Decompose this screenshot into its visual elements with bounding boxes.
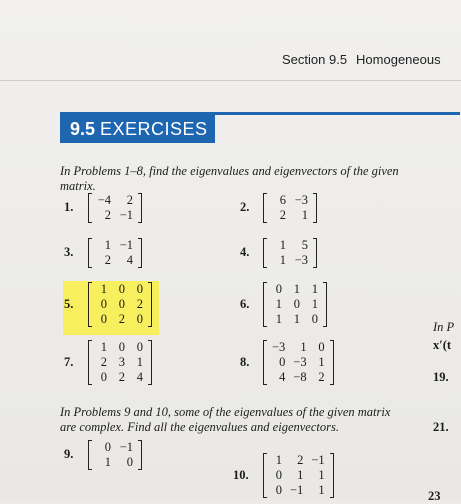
bracket-corner [138,469,141,470]
matrix-entry: −1 [290,483,304,497]
bracket-corner [89,469,92,470]
matrix-entry: 2 [118,370,125,384]
matrix-entry: 2 [318,370,325,384]
matrix-entry: 4 [279,370,286,384]
matrix-entry: 1 [300,340,307,354]
bracket-corner [330,384,333,385]
matrix-row [268,238,312,253]
running-header [282,52,450,67]
fragment-in-p: In P [433,320,455,334]
matrix-entry: 1 [275,297,282,311]
matrix-table [93,282,147,327]
problem-2-matrix [263,193,317,223]
matrix-entry: 1 [279,253,286,267]
matrix-entry: 0 [126,455,133,469]
matrix-entry: −3 [294,253,308,267]
matrix-row [268,483,329,498]
matrix-row [93,355,147,370]
matrix-table [93,238,137,268]
matrix-table [93,193,137,223]
matrix-entry: 0 [275,483,282,497]
section-heading [60,115,215,143]
matrix-entry: 1 [136,355,143,369]
matrix-entry: 0 [318,340,325,354]
problem-9-matrix [88,440,142,470]
bracket-corner [89,238,92,239]
matrix-entry: 0 [136,340,143,354]
fragment-problem-21: 21. [433,420,449,434]
matrix-entry: −8 [293,370,307,384]
bracket-corner [264,193,267,194]
matrix-entry: −3 [294,193,308,207]
matrix-entry: 2 [136,297,143,311]
matrix-row [93,370,147,385]
bracket-corner [148,326,151,327]
matrix-entry: 2 [118,312,125,326]
matrix-row [268,340,329,355]
header-rule [0,80,461,81]
problem-6-matrix [263,282,327,327]
header-title: Homogeneous [356,52,441,67]
matrix-entry: −3 [293,355,307,369]
fragment-x-prime: x′(t [433,338,452,352]
matrix-entry: 2 [126,193,133,207]
matrix-table [268,340,329,385]
bracket-corner [138,440,141,441]
matrix-entry: 6 [279,193,286,207]
matrix-entry: 1 [104,455,111,469]
bracket-corner [89,340,92,341]
problem-number: 1. [64,200,74,214]
matrix-entry: 1 [297,468,304,482]
matrix-entry: 0 [279,355,286,369]
matrix-entry: 1 [301,208,308,222]
matrix-table [93,440,137,470]
bracket-corner [264,453,267,454]
header-section: Section 9.5 [282,52,348,67]
matrix-entry: 1 [318,483,325,497]
bracket-corner [264,384,267,385]
bracket-corner [89,222,92,223]
problem-number: 9. [64,447,74,461]
bracket-corner [138,193,141,194]
bracket-corner [264,238,267,239]
bracket-corner [313,238,316,239]
problem-10-matrix [263,453,334,498]
bracket-corner [323,326,326,327]
bracket-corner [264,267,267,268]
matrix-row [268,312,322,327]
problem-number: 8. [240,354,250,369]
bracket-corner [138,238,141,239]
matrix-entry: 4 [136,370,143,384]
matrix-entry: 0 [293,297,300,311]
matrix-entry: 1 [279,238,286,252]
matrix-entry: 0 [100,370,107,384]
matrix-entry: 0 [275,282,282,296]
matrix-table [268,453,329,498]
matrix-entry: 0 [100,297,107,311]
problem-7-matrix [88,340,152,385]
problem-number: 10. [233,467,249,482]
problem-4-matrix [263,238,317,268]
matrix-entry: −4 [97,193,111,207]
matrix-entry: 1 [100,282,107,296]
bracket-corner [313,222,316,223]
matrix-row [93,193,137,208]
problem-number: 7. [64,354,74,369]
matrix-entry: 2 [297,453,304,467]
matrix-entry: 4 [126,253,133,267]
matrix-entry: −1 [119,238,133,252]
fragment-problem-19: 19. [433,370,449,384]
section-number: 9.5 [70,119,96,139]
matrix-row [93,297,147,312]
bracket-corner [264,340,267,341]
section-label: EXERCISES [100,119,208,139]
matrix-entry: −1 [119,208,133,222]
bracket-corner [148,282,151,283]
matrix-row [268,355,329,370]
problem-number: 4. [240,245,250,259]
bracket-corner [148,340,151,341]
problem-3-matrix [88,238,142,268]
matrix-row [268,253,312,268]
bracket-corner [89,282,92,283]
bracket-corner [264,282,267,283]
matrix-entry: −1 [119,440,133,454]
matrix-row [93,455,137,470]
matrix-entry: 2 [104,208,111,222]
matrix-row [93,253,137,268]
matrix-row [93,282,147,297]
problem-number: 2. [240,200,250,214]
bracket-corner [89,326,92,327]
bracket-corner [313,193,316,194]
bracket-corner [89,440,92,441]
bracket-corner [330,340,333,341]
matrix-row [268,297,322,312]
matrix-row [93,340,147,355]
matrix-entry: 1 [275,312,282,326]
matrix-entry: 1 [318,355,325,369]
matrix-entry: 0 [311,312,318,326]
matrix-entry: 1 [318,468,325,482]
matrix-entry: 1 [104,238,111,252]
instructions-1: In Problems 1–8, find the eigenvalues and eigenvectors of the given matrix. [60,164,399,193]
bracket-corner [264,326,267,327]
matrix-entry: 1 [100,340,107,354]
bracket-corner [330,453,333,454]
bracket-corner [89,267,92,268]
matrix-table [268,193,312,223]
matrix-table [93,340,147,385]
matrix-row [268,468,329,483]
matrix-entry: 1 [311,282,318,296]
matrix-row [268,208,312,223]
matrix-entry: 0 [118,282,125,296]
matrix-entry: 5 [301,238,308,252]
matrix-entry: 0 [118,340,125,354]
problem-number: 3. [64,245,74,259]
matrix-entry: 2 [104,253,111,267]
bracket-corner [148,384,151,385]
bracket-corner [89,193,92,194]
problem-1-matrix [88,193,142,223]
matrix-row [268,282,322,297]
matrix-entry: 3 [118,355,125,369]
matrix-table [268,238,312,268]
matrix-table [268,282,322,327]
matrix-entry: 0 [136,312,143,326]
matrix-entry: 1 [293,282,300,296]
matrix-entry: 0 [275,468,282,482]
matrix-row [93,440,137,455]
matrix-entry: 0 [100,312,107,326]
bracket-corner [138,222,141,223]
bracket-corner [323,282,326,283]
matrix-entry: −1 [311,453,325,467]
matrix-entry: 2 [279,208,286,222]
matrix-row [268,193,312,208]
problem-number: 6. [240,296,250,311]
bracket-corner [138,267,141,268]
bracket-corner [264,222,267,223]
problem-8-matrix [263,340,334,385]
problem-5-matrix [88,282,152,327]
bracket-corner [264,497,267,498]
matrix-row [93,238,137,253]
matrix-entry: 0 [118,297,125,311]
bracket-corner [330,497,333,498]
matrix-row [93,312,147,327]
matrix-entry: 2 [100,355,107,369]
matrix-entry: 1 [311,297,318,311]
fragment-problem-23: 23 [428,489,441,503]
matrix-row [268,453,329,468]
matrix-row [268,370,329,385]
problem-number: 5. [64,296,74,311]
matrix-entry: 1 [293,312,300,326]
matrix-entry: 1 [275,453,282,467]
matrix-row [93,208,137,223]
bracket-corner [89,384,92,385]
bracket-corner [313,267,316,268]
instructions-2: In Problems 9 and 10, some of the eigenvalues of the given matrix are complex. Find all the eigenvalues and eigenvectors. [60,405,391,434]
matrix-entry: 0 [104,440,111,454]
matrix-entry: −3 [272,340,286,354]
matrix-entry: 0 [136,282,143,296]
